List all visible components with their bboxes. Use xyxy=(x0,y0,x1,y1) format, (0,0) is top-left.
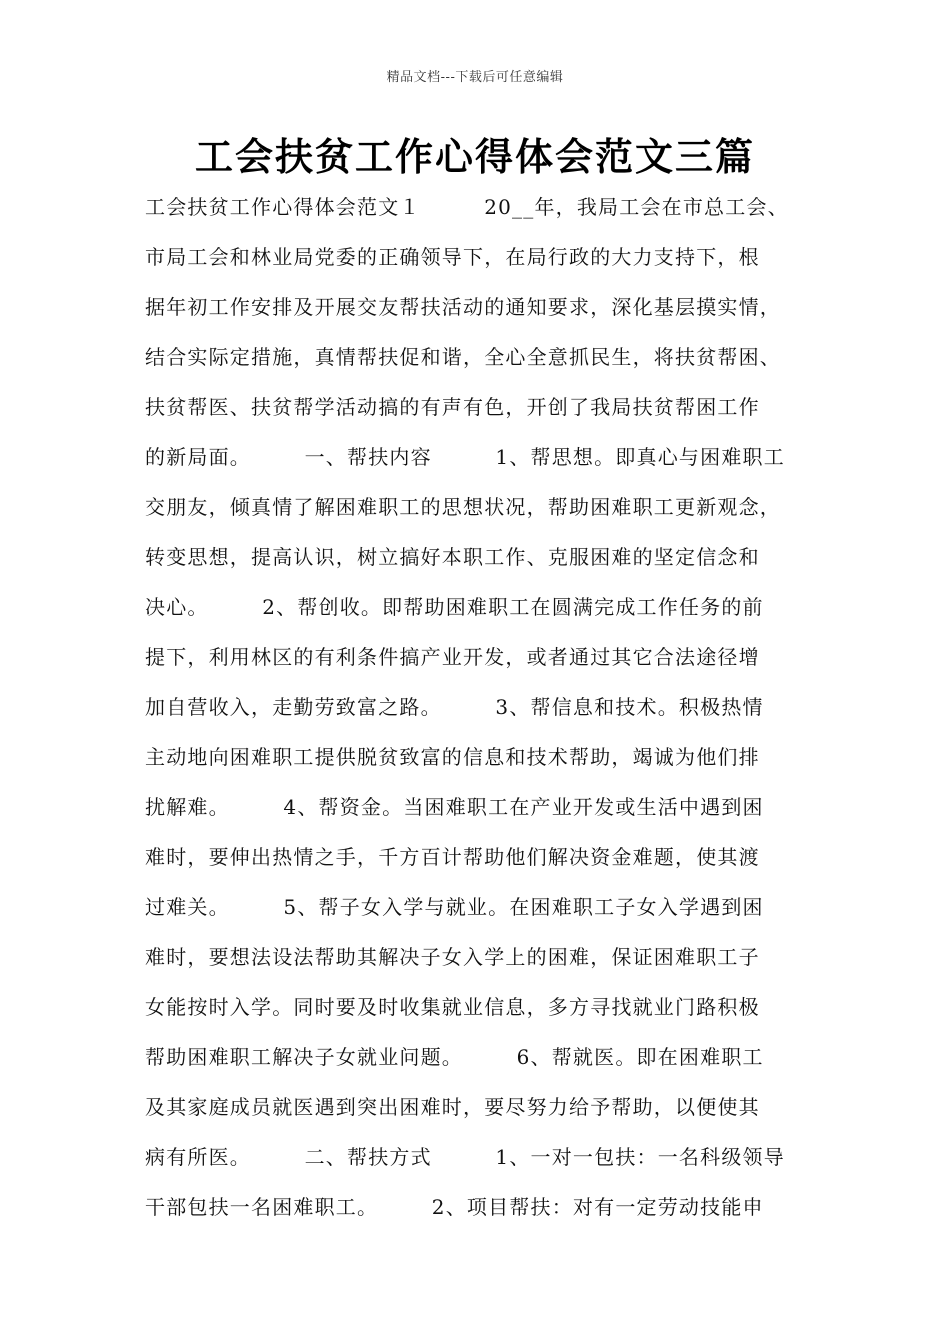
body-line: 主动地向困难职工提供脱贫致富的信息和技术帮助，竭诚为他们排 xyxy=(145,745,760,769)
body-line: 过难关。 5、帮子女入学与就业。在困难职工子女入学遇到困 xyxy=(145,895,764,919)
body-line: 扰解难。 4、帮资金。当困难职工在产业开发或生活中遇到困 xyxy=(145,795,764,819)
body-line: 市局工会和林业局党委的正确领导下，在局行政的大力支持下，根 xyxy=(145,245,760,269)
body-line: 干部包扶一名困难职工。 2、项目帮扶：对有一定劳动技能申 xyxy=(145,1195,764,1219)
body-line: 提下，利用林区的有利条件搞产业开发，或者通过其它合法途径增 xyxy=(145,645,760,669)
body-line: 工会扶贫工作心得体会范文１ 20__年，我局工会在市总工会、 xyxy=(145,195,789,219)
body-text xyxy=(145,182,825,1232)
body-line: 女能按时入学。同时要及时收集就业信息，多方寻找就业门路积极 xyxy=(145,995,760,1019)
body-line: 交朋友，倾真情了解困难职工的思想状况，帮助困难职工更新观念， xyxy=(145,495,781,519)
header-note: 精品文档---下载后可任意编辑 xyxy=(386,70,564,85)
body-line: 的新局面。 一、帮扶内容 1、帮思想。即真心与困难职工 xyxy=(145,445,785,469)
body-line: 难时，要想法设法帮助其解决子女入学上的困难，保证困难职工子 xyxy=(145,945,760,969)
body-line: 及其家庭成员就医遇到突出困难时，要尽努力给予帮助，以便使其 xyxy=(145,1095,760,1119)
body-line: 病有所医。 二、帮扶方式 1、一对一包扶：一名科级领导 xyxy=(145,1145,785,1169)
body-line: 扶贫帮医、扶贫帮学活动搞的有声有色，开创了我局扶贫帮困工作 xyxy=(145,395,760,419)
body-line: 据年初工作安排及开展交友帮扶活动的通知要求，深化基层摸实情， xyxy=(145,295,781,319)
body-line: 决心。 2、帮创收。即帮助困难职工在圆满完成工作任务的前 xyxy=(145,595,764,619)
document-title: 工会扶贫工作心得体会范文三篇 xyxy=(194,134,755,179)
body-line: 难时，要伸出热情之手，千方百计帮助他们解决资金难题，使其渡 xyxy=(145,845,760,869)
body-line: 帮助困难职工解决子女就业问题。 6、帮就医。即在困难职工 xyxy=(145,1045,764,1069)
body-line: 结合实际定措施，真情帮扶促和谐，全心全意抓民生，将扶贫帮困、 xyxy=(145,345,781,369)
body-line: 转变思想，提高认识，树立搞好本职工作、克服困难的坚定信念和 xyxy=(145,545,760,569)
body-line: 加自营收入，走勤劳致富之路。 3、帮信息和技术。积极热情 xyxy=(145,695,764,719)
